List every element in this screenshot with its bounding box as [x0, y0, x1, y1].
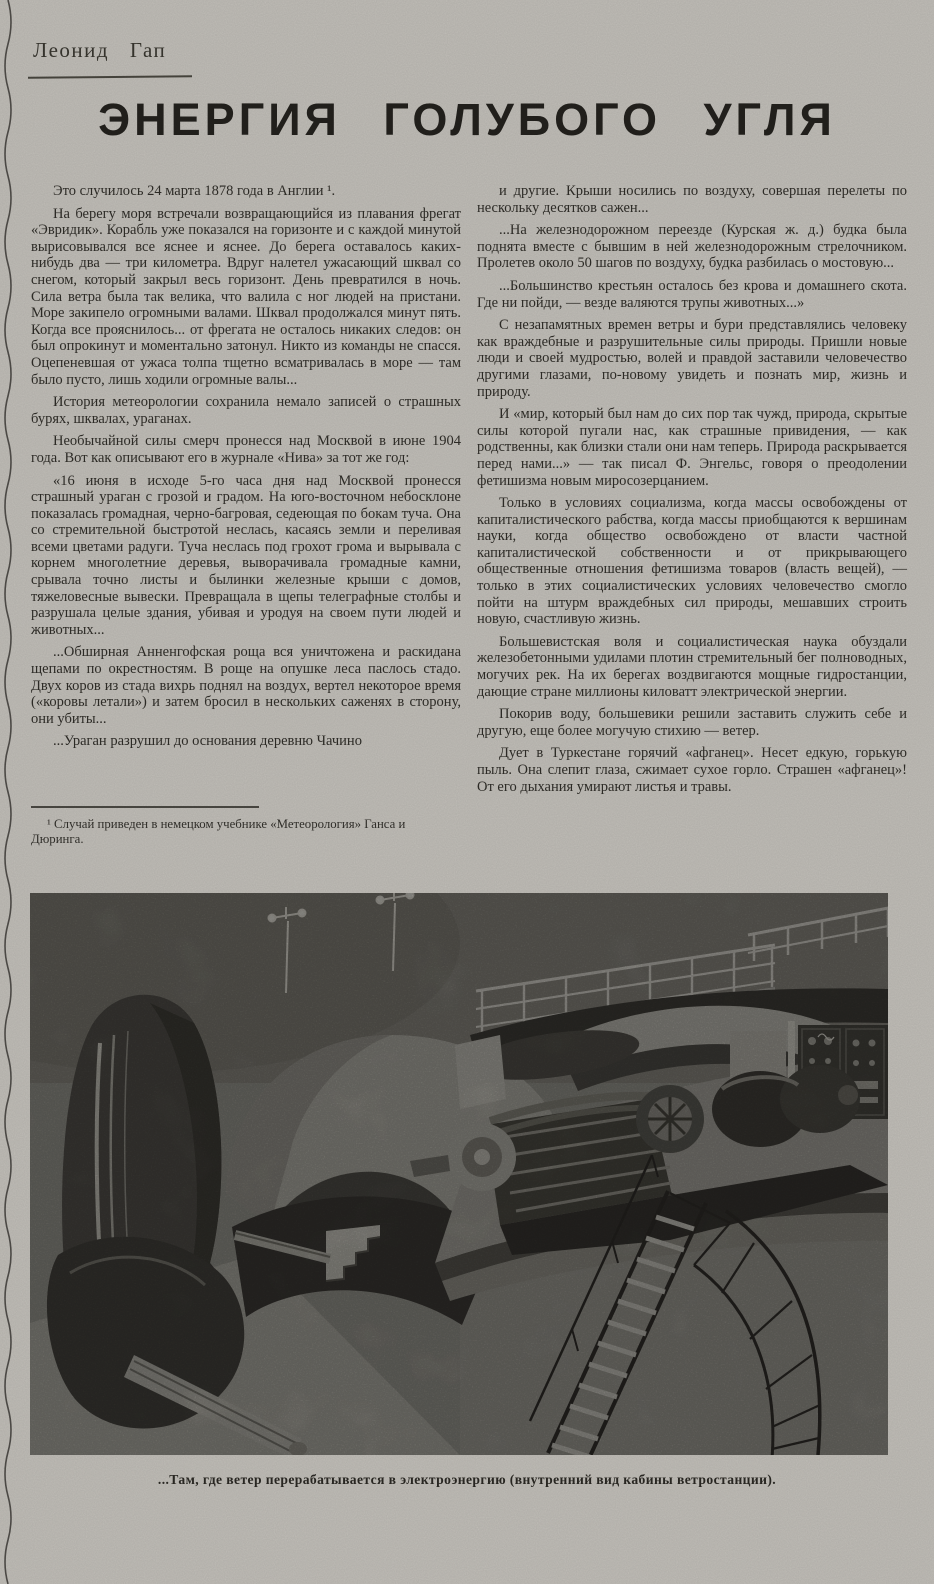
paragraph: Только в условиях социализма, когда массы освобождены от капиталистического рабства, когда массы приобщаются к вершинам науки, когда общество освобождено от власти частной капиталистической собственности и от прикрывающего общественные отношения фетишизма товаров (власть вещей), — только в этих социалистических условиях человечество смогло пойти на штурм враждебных сил природы, мешавших строить новую, счастливую жизнь.: [477, 495, 907, 628]
illustration-caption: ...Там, где ветер перерабатывается в электроэнергию (внутренний вид кабины ветростанции).: [157, 1472, 777, 1487]
paragraph: С незапамятных времен ветры и бури представлялись человеку как враждебные и разрушительные силы природы. Пришли новые люди и своей мудростью, волей и правдой заставили человечество другими глазами, по-новому увидеть и познать мир, жизнь и природу.: [477, 317, 907, 400]
paragraph: История метеорологии сохранила немало записей о страшных бурях, шквалах, ураганах.: [31, 394, 461, 427]
footnote-block: [31, 806, 461, 847]
article-title: ЭНЕРГИЯ ГОЛУБОГО УГЛЯ: [98, 94, 836, 145]
footnote-text: ¹ Случай приведен в немецком учебнике «Метеорология» Ганса и Дюринга.: [31, 816, 406, 846]
column-right: [477, 183, 907, 801]
byline: Леонид Гап: [33, 38, 167, 62]
paragraph: Дует в Туркестане горячий «афганец». Несет едкую, горькую пыль. Она слепит глаза, сжимает сухое горло. Страшен «афганец»! От его дыхания умирают листья и травы.: [477, 745, 907, 795]
byline-underline: [28, 75, 192, 78]
torn-binding-edge: [0, 0, 24, 1584]
paragraph: ...Обширная Анненгофская роща вся уничтожена и раскидана щепами по окрестностям. В роще на опушке леса паслось стадо. Двух коров из стада вихрь поднял на воздух, вертел некоторое время («коровы летали») и затем бросил в нескольких саженях в сторону, они убиты...: [31, 644, 461, 727]
paragraph: И «мир, который был нам до сих пор так чужд, природа, скрытые силы которой пугали нас, как страшные привидения, — как родственны, как близки стали они нам теперь. Природа раскрывается перед нами...» — так писал Ф. Энгельс, говоря о преодолении фетишизма новым миросозерцанием.: [477, 406, 907, 489]
paragraph: На берегу моря встречали возвращающийся из плавания фрегат «Эвридик». Корабль уже показался на горизонте и с каждой минутой вырисовывался все яснее и яснее. До берега оставалось каких-нибудь два — три километра. Вдруг налетел ужасающий шквал со снегом, который закрыл весь горизонт. День превратился в ночь. Сила ветра была так велика, что валила с ног людей на пристани. Море закипело огромными валами. Шквал продолжался минут пять. Когда все прояснилось... от фрегата не осталось никаких следов: он был опрокинут и моментально затонул. Никто из команды не спасся. Оцепеневшая от ужаса толпа тщетно всматривалась в море — там было пусто, лишь ходили огромные валы...: [31, 205, 461, 388]
column-left: [31, 183, 461, 756]
paragraph: ...Большинство крестьян осталось без крова и домашнего скота. Где ни пойди, — везде валяются трупы животных...»: [477, 277, 907, 311]
illustration-figure: [30, 893, 905, 1463]
photo-grain-overlay: [30, 893, 888, 1455]
wind-station-interior-illustration: [30, 893, 905, 1463]
paragraph: Большевистская воля и социалистическая наука обуздали железобетонными удилами плотин стремительный бег полноводных, могучих рек. На их берегах воздвигаются мощные гидростанции, дающие стране миллионы киловатт электрической энергии.: [477, 633, 907, 700]
paragraph: Покорив воду, большевики решили заставить служить себе и другую, еще более могучую стихию — ветер.: [477, 706, 907, 739]
paragraph: и другие. Крыши носились по воздуху, совершая перелеты по нескольку десятков сажен...: [477, 183, 907, 216]
paragraph: «16 июня в исходе 5-го часа дня над Москвой пронесся страшный ураган с грозой и градом. На юго-восточном небосклоне показалась громадная, черно-багровая, седеющая по бокам туча. Она со стремительной быстротой неслась, касаясь земли и переливая всеми цветами радуги. Туча неслась под грохот грома и вырывала с корнем многолетние деревья, выворачивала громадные камни, срывала точно листы и былинки железные крыши с домов, тяжеловесные вывески. Превращала в щепы телеграфные столбы и разрушала целые здания, убивая и уродуя на своем пути людей и животных...: [31, 472, 461, 638]
paragraph: ...Ураган разрушил до основания деревню Чачино: [53, 733, 362, 750]
footnote-divider: [31, 806, 259, 808]
paragraph: Необычайной силы смерч пронесся над Москвой в июне 1904 года. Вот как описывают его в журнале «Нива» за тот же год:: [31, 433, 461, 466]
paragraph: ...На железнодорожном переезде (Курская ж. д.) будка была поднята вместе с бывшим в ней железнодорожным стрелочником. Пролетев около 50 шагов по воздуху, будка разбилась о мостовую...: [477, 222, 907, 272]
paragraph: Это случилось 24 марта 1878 года в Англии ¹.: [53, 183, 336, 199]
